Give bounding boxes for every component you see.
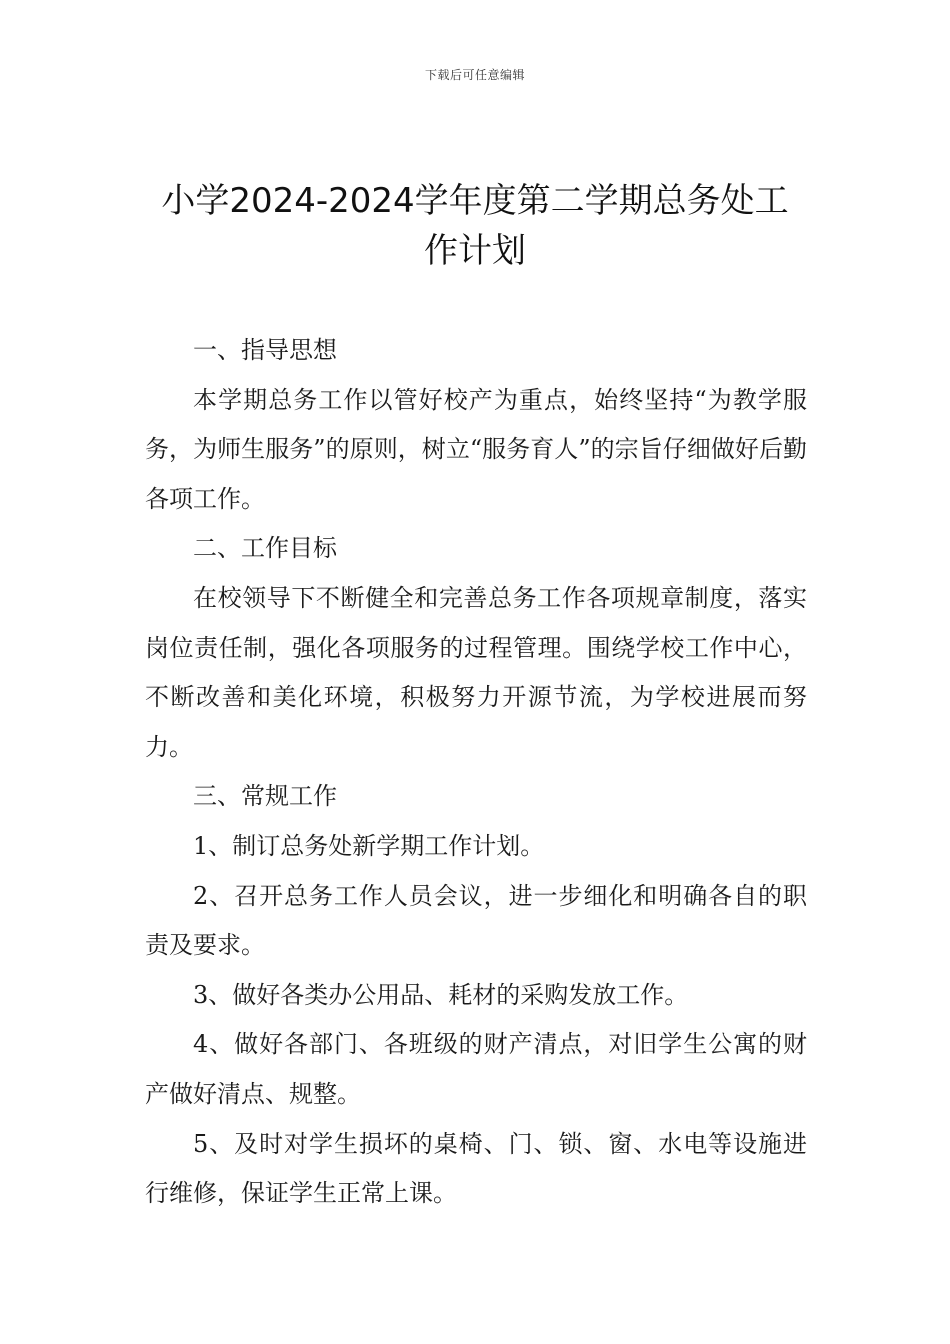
document-body	[145, 326, 807, 1219]
section-heading-work-goals: 二、工作目标	[193, 534, 337, 563]
section-heading-routine-work: 三、常规工作	[193, 782, 337, 811]
list-item: 5、及时对学生损坏的桌椅、门、锁、窗、水电等设施进行维修，保证学生正常上课。	[145, 1129, 807, 1208]
list-item: 2、召开总务工作人员会议，进一步细化和明确各自的职责及要求。	[145, 881, 807, 960]
document-title: 小学2024-2024学年度第二学期总务处工作计划	[161, 181, 789, 271]
header-note: 下载后可任意编辑	[424, 68, 525, 82]
list-item: 3、做好各类办公用品、耗材的采购发放工作。	[193, 980, 689, 1009]
paragraph-work-goals: 在校领导下不断健全和完善总务工作各项规章制度，落实岗位责任制，强化各项服务的过程管理。围绕学校工作中心，不断改善和美化环境，积极努力开源节流，为学校进展而努力。	[145, 583, 807, 761]
section-heading-guiding-ideology: 一、指导思想	[193, 336, 337, 364]
list-item: 4、做好各部门、各班级的财产清点，对旧学生公寓的财产做好清点、规整。	[145, 1030, 807, 1108]
list-item: 1、制订总务处新学期工作计划。	[193, 831, 545, 860]
paragraph-guiding-ideology: 本学期总务工作以管好校产为重点，始终坚持“为教学服务，为师生服务”的原则，树立“服务育人”的宗旨仔细做好后勤各项工作。	[145, 385, 807, 513]
